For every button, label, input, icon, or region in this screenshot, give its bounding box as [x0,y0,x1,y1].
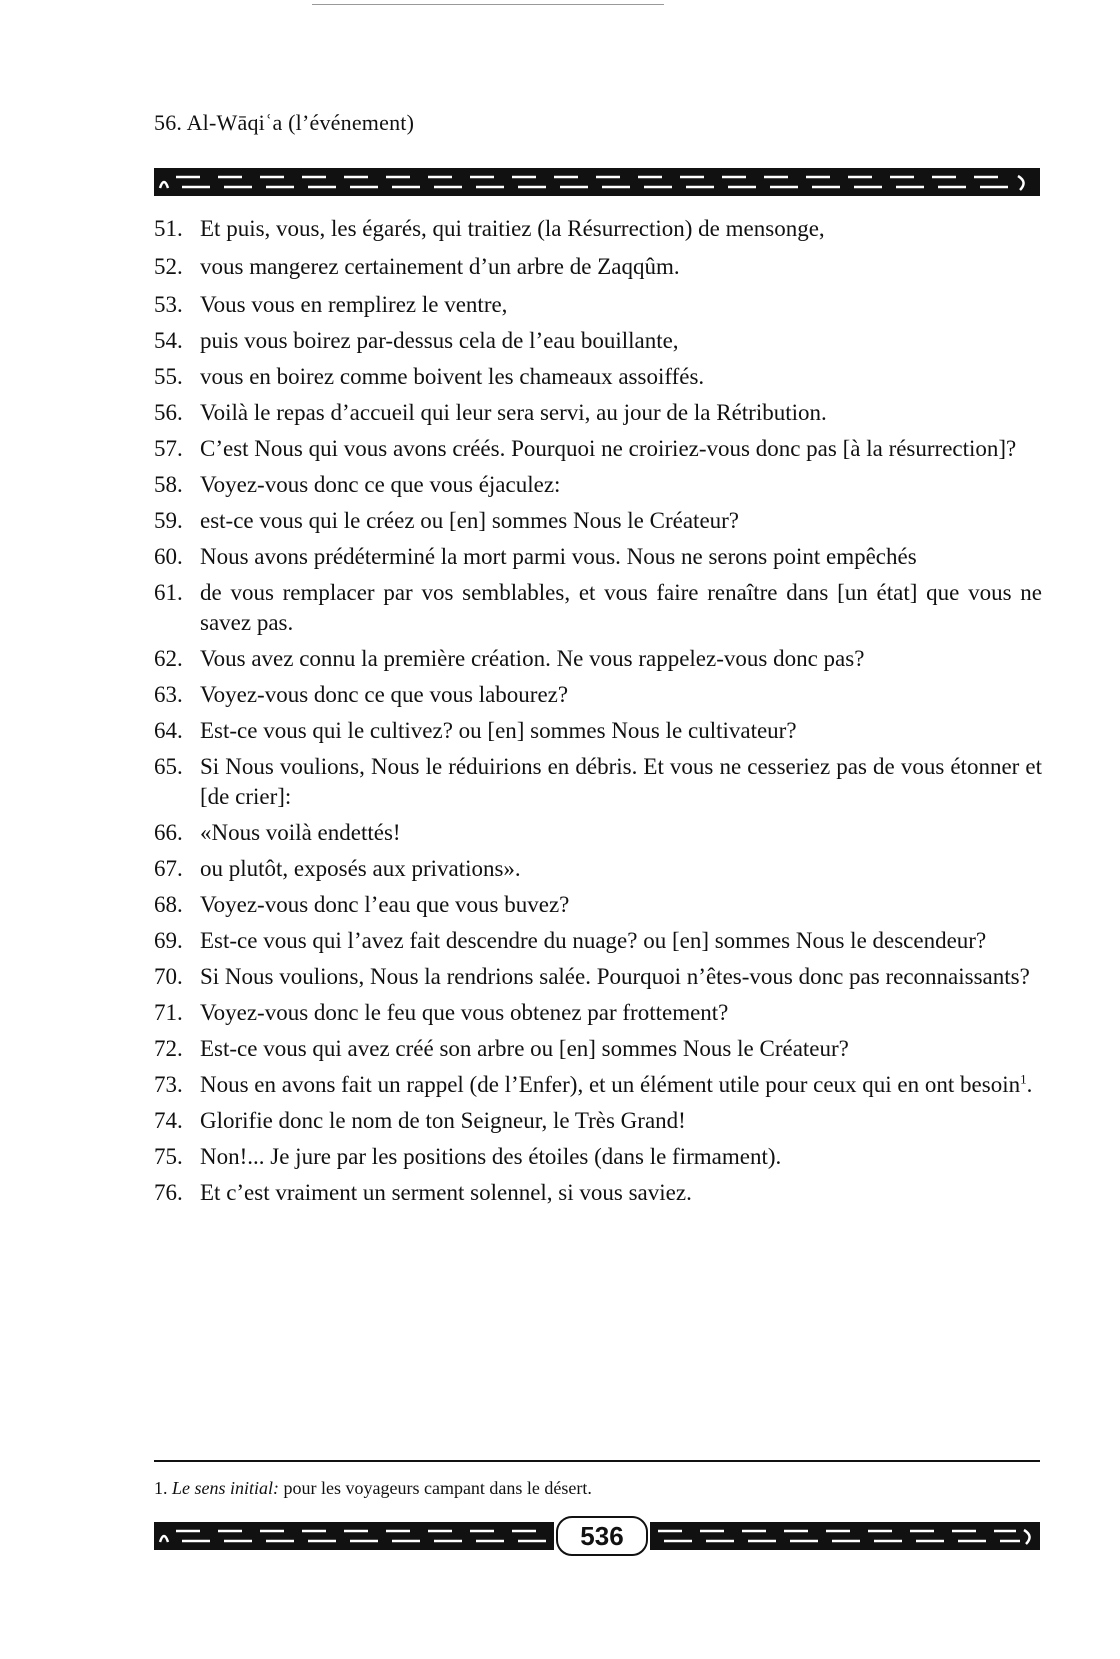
verse-number: 61. [154,580,183,605]
verse-text: vous mangerez certainement d’un arbre de Zaqqûm. [200,254,680,279]
verse-text-end: . [1026,1072,1033,1097]
verse [154,1070,1042,1100]
ornament-pattern-icon [154,1522,554,1550]
verse-text: Non!... Je jure par les positions des étoiles (dans le firmament). [200,1144,782,1169]
verse [154,1142,1042,1172]
verse-list [154,214,1042,1208]
verse-text: C’est Nous qui vous avons créés. Pourquoi ne croiriez-vous donc pas [à la résurrection]? [200,436,1017,461]
verse [154,644,1042,674]
verse-number: 76. [154,1180,183,1205]
verse [154,818,1042,848]
verse-text: vous en boirez comme boivent les chameaux assoiffés. [200,364,705,389]
footnote [154,1478,592,1499]
verse-number: 62. [154,646,183,671]
verse-text: Glorifie donc le nom de ton Seigneur, le Très Grand! [200,1108,686,1133]
verse-number: 71. [154,1000,183,1025]
verse-number: 53. [154,292,183,317]
ornament-pattern-icon [650,1522,1040,1550]
verse-number: 69. [154,928,183,953]
verse-number: 64. [154,718,183,743]
verse-text: Voyez-vous donc ce que vous labourez? [200,682,569,707]
verse-number: 70. [154,964,183,989]
verse [154,926,1042,956]
verse-text: Vous avez connu la première création. Ne vous rappelez-vous donc pas? [200,646,865,671]
footnote-label: Le sens initial: [172,1478,279,1498]
verse [154,1034,1042,1064]
verse-text: Voilà le repas d’accueil qui leur sera servi, au jour de la Rétribution. [200,400,827,425]
verse-number: 60. [154,544,183,569]
verse [154,398,1042,428]
verse-text: Si Nous voulions, Nous la rendrions salée. Pourquoi n’êtes-vous donc pas reconnaissants? [200,964,1030,989]
footnote-divider [154,1460,1040,1462]
verse-number: 54. [154,328,183,353]
verse-text: Voyez-vous donc le feu que vous obtenez par frottement? [200,1000,729,1025]
verse [154,1178,1042,1208]
verse-number: 65. [154,754,183,779]
ornament-band-top [154,168,1040,196]
verse-number: 56. [154,400,183,425]
verse-text: Et puis, vous, les égarés, qui traitiez (la Résurrection) de mensonge, [200,216,825,241]
verse [154,716,1042,746]
verse [154,252,1042,282]
verse [154,752,1042,812]
verse-text: Est-ce vous qui l’avez fait descendre du nuage? ou [en] sommes Nous le descendeur? [200,928,987,953]
verse-number: 52. [154,254,183,279]
footnote-reference[interactable]: 1 [1020,1071,1027,1087]
verse [154,542,1042,572]
top-rule [312,4,664,5]
verse-number: 58. [154,472,183,497]
verse-text: est-ce vous qui le créez ou [en] sommes Nous le Créateur? [200,508,740,533]
verse-text: de vous remplacer par vos semblables, et vous faire renaître dans [un état] que vous ne savez pas. [200,580,1042,635]
verse-number: 68. [154,892,183,917]
verse [154,214,1042,244]
verse-text: Si Nous voulions, Nous le réduirions en débris. Et vous ne cesseriez pas de vous étonner et [de crier]: [200,754,1042,809]
verse [154,1106,1042,1136]
ornament-band-bottom-left [154,1522,554,1550]
verse [154,506,1042,536]
verse-text: Et c’est vraiment un serment solennel, si vous saviez. [200,1180,692,1205]
verse [154,362,1042,392]
verse [154,680,1042,710]
verse [154,998,1042,1028]
verse [154,434,1042,464]
verse-number: 75. [154,1144,183,1169]
verse [154,470,1042,500]
verse-text: Vous vous en remplirez le ventre, [200,292,508,317]
verse-text-body: Nous en avons fait un rappel (de l’Enfer), et un élément utile pour ceux qui en ont besoin [200,1072,1021,1097]
verse-number: 57. [154,436,183,461]
verse [154,854,1042,884]
verse-text [200,1070,1042,1100]
surah-title: 56. Al-Wāqiʿa (l’événement) [154,110,415,135]
ornament-pattern-icon [154,168,1040,196]
verse-number: 74. [154,1108,183,1133]
verse-number: 63. [154,682,183,707]
footnote-marker: 1. [154,1478,168,1498]
footnote-text: pour les voyageurs campant dans le désert. [283,1478,592,1498]
verse [154,890,1042,920]
verse-number: 72. [154,1036,183,1061]
verse [154,326,1042,356]
verse-text: puis vous boirez par-dessus cela de l’eau bouillante, [200,328,679,353]
verse [154,290,1042,320]
verse-text: Est-ce vous qui le cultivez? ou [en] sommes Nous le cultivateur? [200,718,797,743]
ornament-band-bottom-right [650,1522,1040,1550]
verse-number: 67. [154,856,183,881]
verse-number: 55. [154,364,183,389]
verse-number: 66. [154,820,183,845]
verse-text: ou plutôt, exposés aux privations». [200,856,521,881]
page-number: 536 [556,1516,648,1556]
verse-text: Est-ce vous qui avez créé son arbre ou [en] sommes Nous le Créateur? [200,1036,849,1061]
verse-text: Voyez-vous donc ce que vous éjaculez: [200,472,561,497]
verse-number: 51. [154,216,183,241]
verse [154,962,1042,992]
verse-number: 73. [154,1072,183,1097]
verse-number: 59. [154,508,183,533]
verse-text: Voyez-vous donc l’eau que vous buvez? [200,892,570,917]
verse-text: Nous avons prédéterminé la mort parmi vous. Nous ne serons point empêchés [200,544,917,569]
verse [154,578,1042,638]
verse-text: «Nous voilà endettés! [200,820,401,845]
